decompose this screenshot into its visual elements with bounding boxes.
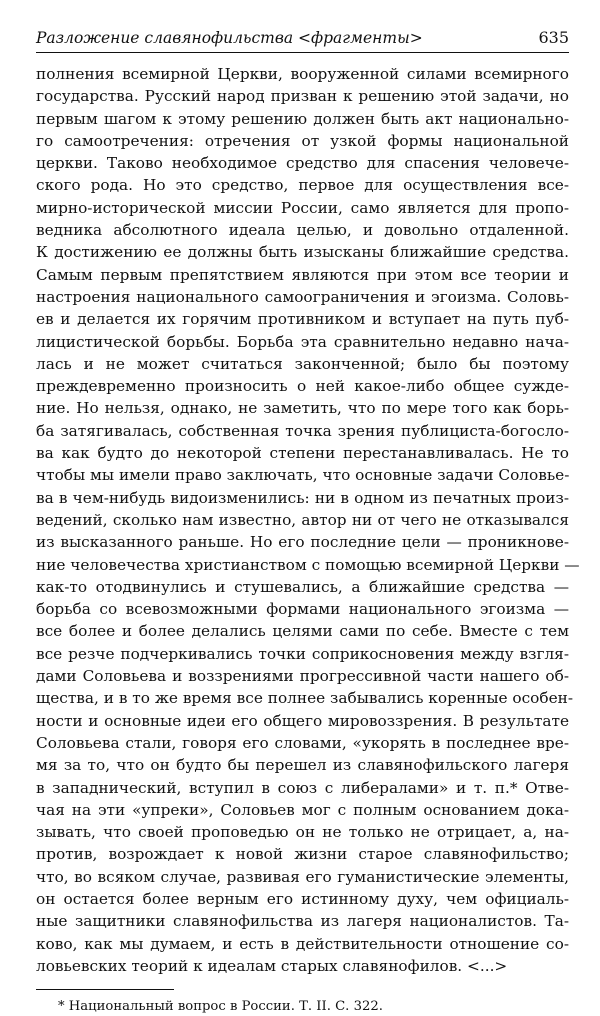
text-line: лась и не может считаться законченной; было бы поэтому <box>36 354 569 373</box>
text-line: ности и основные идеи его общего мировоззрения. В результате <box>36 711 569 730</box>
text-line: как-то отодвинулись и стушевались, а ближайшие средства — <box>36 577 569 596</box>
running-title: Разложение славянофильства <фрагменты> <box>36 29 423 47</box>
text-line: ского рода. Но это средство, первое для осуществления все- <box>36 176 569 195</box>
text-line: мя за то, что он будто бы перешел из славянофильского лагеря <box>36 756 569 775</box>
text-line: в западнический, вступил в союз с либералами» и т. п.* Отве- <box>36 778 569 797</box>
page-number: 635 <box>538 28 569 47</box>
text-line: ведений, сколько нам известно, автор ни от чего не отказывался <box>36 510 569 529</box>
text-line: лицистической борьбы. Борьба эта сравнительно недавно нача- <box>36 332 569 351</box>
text-line: борьба со всевозможными формами национального эгоизма — <box>36 600 569 619</box>
text-line: К достижению ее должны быть изысканы ближайшие средства. <box>36 243 569 262</box>
text-line: дами Соловьева и воззрениями прогрессивной части нашего об- <box>36 667 569 686</box>
text-line: преждевременно произносить о ней какое-либо общее сужде- <box>36 377 569 396</box>
text-line: ние человечества христианством с помощью всемирной Церкви — <box>36 555 580 574</box>
text-line: из высказанного раньше. Но его последние цели — проникнове- <box>36 533 569 552</box>
text-line: первым шагом к этому решению должен быть акт национально- <box>36 109 569 128</box>
text-line: все более и более делались целями сами по себе. Вместе с тем <box>36 622 569 641</box>
running-head <box>36 28 569 53</box>
text-line: зывать, что своей проповедью он не только не отрицает, а, на- <box>36 823 569 842</box>
text-line: ва в чем-нибудь видоизменились: ни в одном из печатных произ- <box>36 488 569 507</box>
text-line: Соловьева стали, говоря его словами, «укорять в последнее вре- <box>36 733 569 752</box>
text-line: полнения всемирной Церкви, вооруженной силами всемирного <box>36 65 569 83</box>
text-line: церкви. Таково необходимое средство для спасения человече- <box>36 154 569 173</box>
text-line: что, во всяком случае, развивая его гуманистические элементы, <box>36 867 569 886</box>
text-line: ково, как мы думаем, и есть в действительности отношение со- <box>36 934 569 953</box>
text-line: Самым первым препятствием являются при этом все теории и <box>36 265 569 284</box>
footnote-rule <box>36 989 174 990</box>
footnote: * Национальный вопрос в России. Т. II. С. 322. <box>58 999 383 1015</box>
text-line: ба затягивалась, собственная точка зрения публициста-богосло- <box>36 421 569 440</box>
text-line: чтобы мы имели право заключать, что основные задачи Соловье- <box>36 466 570 485</box>
text-line: настроения национального самоограничения и эгоизма. Соловь- <box>36 287 569 306</box>
text-line: он остается более верным его истинному духу, чем официаль- <box>36 889 569 908</box>
text-line: ные защитники славянофильства из лагеря националистов. Та- <box>36 912 569 931</box>
book-page <box>36 28 580 1016</box>
text-line: все резче подчеркивались точки соприкосновения между взгля- <box>36 644 569 663</box>
text-line: государства. Русский народ призван к решению этой задачи, но <box>36 87 569 106</box>
text-line: го самоотречения: отречения от узкой формы национальной <box>36 131 569 150</box>
text-line: ва как будто до некоторой степени перестанавливалась. Не то <box>36 444 569 463</box>
body-text <box>36 63 580 977</box>
text-line: против, возрождает к новой жизни старое славянофильство; <box>36 845 569 864</box>
text-line: ев и делается их горячим противником и вступает на путь пуб- <box>36 310 569 329</box>
text-line: ние. Но нельзя, однако, не заметить, что по мере того как борь- <box>36 399 569 418</box>
text-line: ведника абсолютного идеала целью, и довольно отдаленной. <box>36 221 569 240</box>
text-line: щества, и в то же время все полнее забывались коренные особен- <box>36 689 574 708</box>
text-line: мирно-исторической миссии России, само является для пропо- <box>36 198 569 217</box>
text-line: ловьевских теорий к идеалам старых славянофилов. <...> <box>36 956 508 975</box>
text-line: чая на эти «упреки», Соловьев мог с полным основанием дока- <box>36 800 569 819</box>
